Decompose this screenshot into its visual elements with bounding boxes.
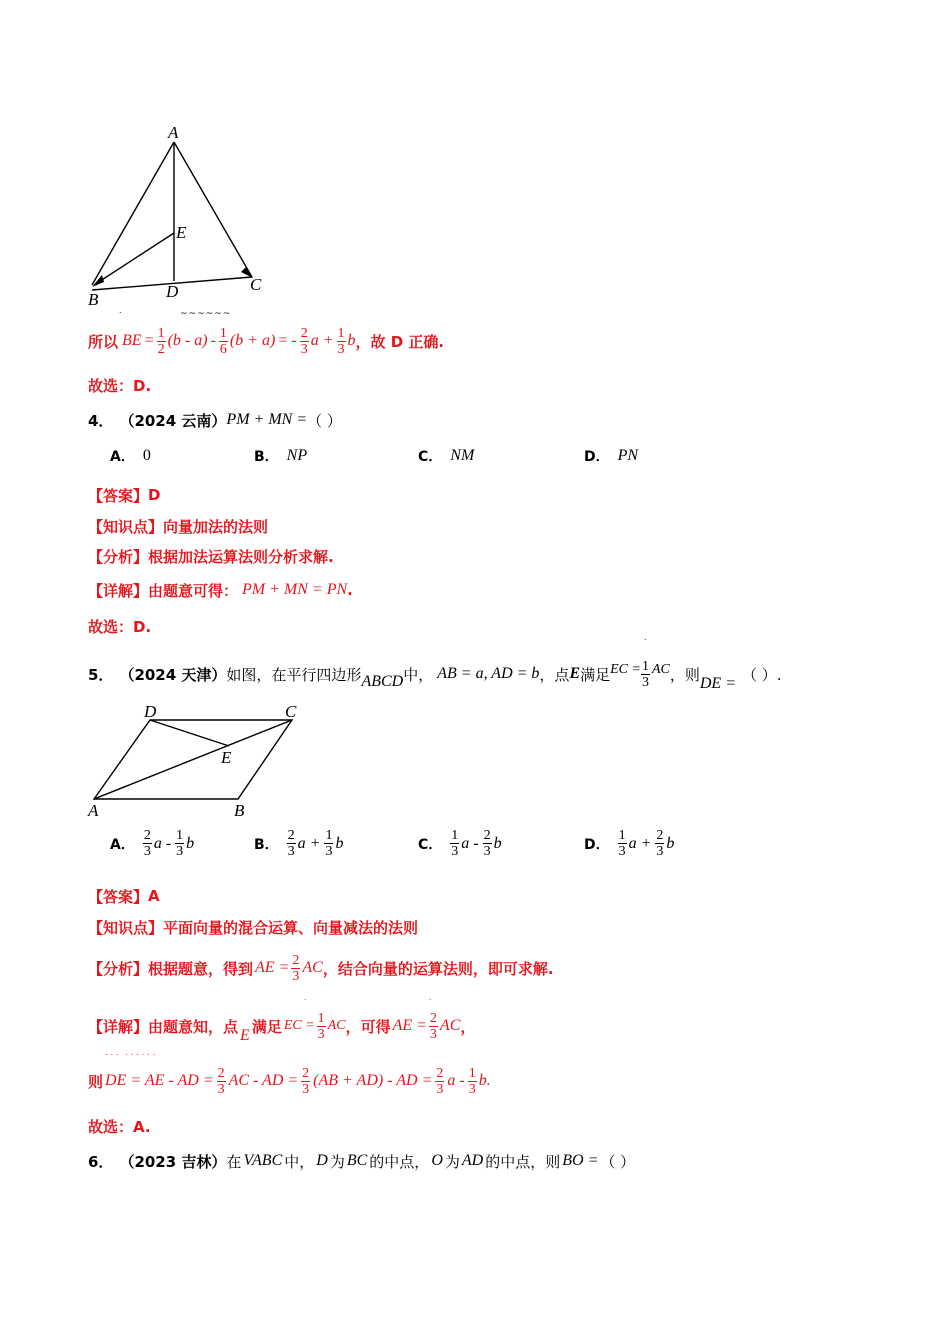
- label-b: B: [88, 290, 99, 309]
- math-term: (b - a): [167, 332, 208, 349]
- q5-analysis: 【分析】 根据题意，得到 AE = $\frac{2}{3}$ AC ，结合向量的运算法则，即可求解.: [88, 952, 554, 984]
- q6-number: 6．: [88, 1152, 114, 1171]
- q4-option-a[interactable]: A． 0: [110, 447, 151, 465]
- equals: =: [144, 332, 154, 349]
- q4-analysis: 【分析】 根据加法运算法则分析求解.: [88, 547, 334, 566]
- q4-detail-expr: PM + MN = PN: [242, 581, 348, 598]
- fraction: $\frac{1}{3}$: [176, 828, 184, 859]
- q5-de: DE =: [699, 675, 736, 692]
- q4-paren: （ ）: [307, 411, 342, 430]
- q4-option-d[interactable]: D． PN: [584, 447, 639, 465]
- vector-arrow-marks: ~~~~~~: [180, 309, 232, 319]
- q5-final: 故选：A.: [88, 1117, 151, 1136]
- vector-arrow-marks: ˙: [428, 999, 434, 1009]
- q5-detail: 【详解】 由题意知，点 E 满足 EC = $\frac{1}{3}$ AC ，可得 AE = $\frac{2}{3}$ AC ，: [88, 1010, 476, 1044]
- vector-arrow-marks: ˙: [643, 639, 649, 649]
- q4-detail: 【详解】 由题意可得： PM + MN = PN .: [88, 581, 353, 600]
- fraction: $\frac{1}{3}$: [468, 1065, 476, 1097]
- q5-source: （2024 天津）: [119, 665, 227, 684]
- question-5: 5． （2024 天津） 如图，在平行四边形 ABCD 中， AB = a, AD = b ，点 E 满足 EC = $\frac{1}{3}$ AC ，则 DE = （ ）.: [88, 658, 782, 692]
- label-d: D: [166, 282, 179, 301]
- fraction: $\frac{1}{3}$: [325, 828, 333, 859]
- q5-option-d[interactable]: D． $\frac{1}{3}$ a + $\frac{2}{3}$ b: [584, 828, 675, 859]
- q5-option-a[interactable]: A． $\frac{2}{3}$ a - $\frac{1}{3}$ b: [110, 828, 195, 859]
- minus: -: [210, 332, 216, 349]
- fraction: $\frac{2}{3}$: [656, 828, 664, 859]
- q5-option-b[interactable]: B． $\frac{2}{3}$ a + $\frac{1}{3}$ b: [254, 828, 344, 859]
- q4-knowledge-point: 【知识点】 向量加法的法则: [88, 517, 269, 536]
- fraction: $\frac{1}{6}$: [219, 325, 227, 357]
- math-term: b: [347, 332, 356, 349]
- prefix-text: 所以: [88, 332, 119, 351]
- label-c: C: [250, 275, 262, 294]
- q6-source: （2023 吉林）: [119, 1152, 227, 1171]
- option-value: NP: [286, 447, 308, 464]
- answer-prev: 故选：D.: [88, 376, 152, 395]
- q5-condition: AB = a, AD = b: [437, 665, 540, 682]
- label-a: A: [168, 123, 179, 142]
- equals: = -: [278, 332, 297, 349]
- suffix-text: ，故 D 正确.: [355, 332, 445, 351]
- q4-expr: PM + MN =: [226, 411, 308, 428]
- q5-answer: 【答案】 A: [88, 887, 160, 906]
- q4-source: （2024 云南）: [119, 411, 227, 430]
- q5-number: 5．: [88, 665, 114, 684]
- fraction: $\frac{2}{3}$: [302, 1065, 310, 1097]
- vector-arrow-marks: ˙˙˙ ˙˙˙˙˙˙: [104, 1054, 158, 1064]
- q4-option-c[interactable]: C． NM: [418, 447, 475, 465]
- option-value: 0: [142, 447, 151, 464]
- label-e: E: [221, 748, 232, 767]
- label-c: C: [285, 702, 297, 721]
- question-6: 6． （2023 吉林） 在 VABC 中， D 为 BC 的中点， O 为 AD 的中点，则 BO = （ ）: [88, 1152, 636, 1171]
- label-a: A: [88, 801, 99, 820]
- fraction: $\frac{2}{3}$: [143, 828, 151, 859]
- math-term: a +: [310, 332, 334, 349]
- fraction: $\frac{2}{3}$: [217, 1065, 225, 1097]
- math-be: BE: [122, 332, 142, 349]
- option-value: PN: [617, 447, 639, 464]
- fraction: $\frac{1}{3}$: [641, 658, 649, 690]
- fraction: $\frac{1}{3}$: [451, 828, 459, 859]
- q5-point-e: E: [569, 665, 581, 682]
- q5-chain: 则 DE = AE - AD = $\frac{2}{3}$ AC - AD = $\frac{2}{3}$ (AB + AD) - AD = $\frac{2}{3}$ a - $\frac{1}{3}$ b.: [88, 1065, 491, 1097]
- q4-answer: 【答案】 D: [88, 486, 161, 505]
- q4-option-b[interactable]: B． NP: [254, 447, 308, 465]
- q5-ec: EC =: [610, 662, 641, 677]
- fraction: $\frac{2}{3}$: [292, 952, 300, 984]
- be-equation-line: [88, 326, 444, 356]
- question-4: [88, 405, 342, 435]
- fraction: $\frac{2}{3}$: [429, 1010, 437, 1042]
- q5-ac: AC: [651, 662, 670, 677]
- fraction: $\frac{2}{3}$: [300, 325, 308, 357]
- fraction: $\frac{1}{3}$: [317, 1010, 325, 1042]
- vector-arrow-marks: ˙: [118, 312, 124, 322]
- triangle-figure: [80, 120, 280, 310]
- vector-arrow-marks: ˙: [303, 999, 309, 1009]
- fraction: $\frac{2}{3}$: [436, 1065, 444, 1097]
- label-b: B: [234, 801, 245, 820]
- label-e: E: [176, 223, 187, 242]
- q5-option-c[interactable]: C． $\frac{1}{3}$ a - $\frac{2}{3}$ b: [418, 828, 502, 859]
- label-d: D: [144, 702, 157, 721]
- q5-knowledge-point: 【知识点】 平面向量的混合运算、向量减法的法则: [88, 918, 419, 937]
- fraction: $\frac{1}{2}$: [157, 325, 165, 357]
- fraction: $\frac{1}{3}$: [618, 828, 626, 859]
- parallelogram-figure: [82, 700, 312, 825]
- fraction: $\frac{2}{3}$: [287, 828, 295, 859]
- q4-final: 故选：D.: [88, 617, 152, 636]
- option-value: NM: [450, 447, 475, 464]
- fraction: $\frac{2}{3}$: [483, 828, 491, 859]
- q4-number: 4．: [88, 411, 114, 430]
- math-term: (b + a): [229, 332, 276, 349]
- q5-abcd: ABCD: [361, 673, 404, 690]
- fraction: $\frac{1}{3}$: [337, 325, 345, 357]
